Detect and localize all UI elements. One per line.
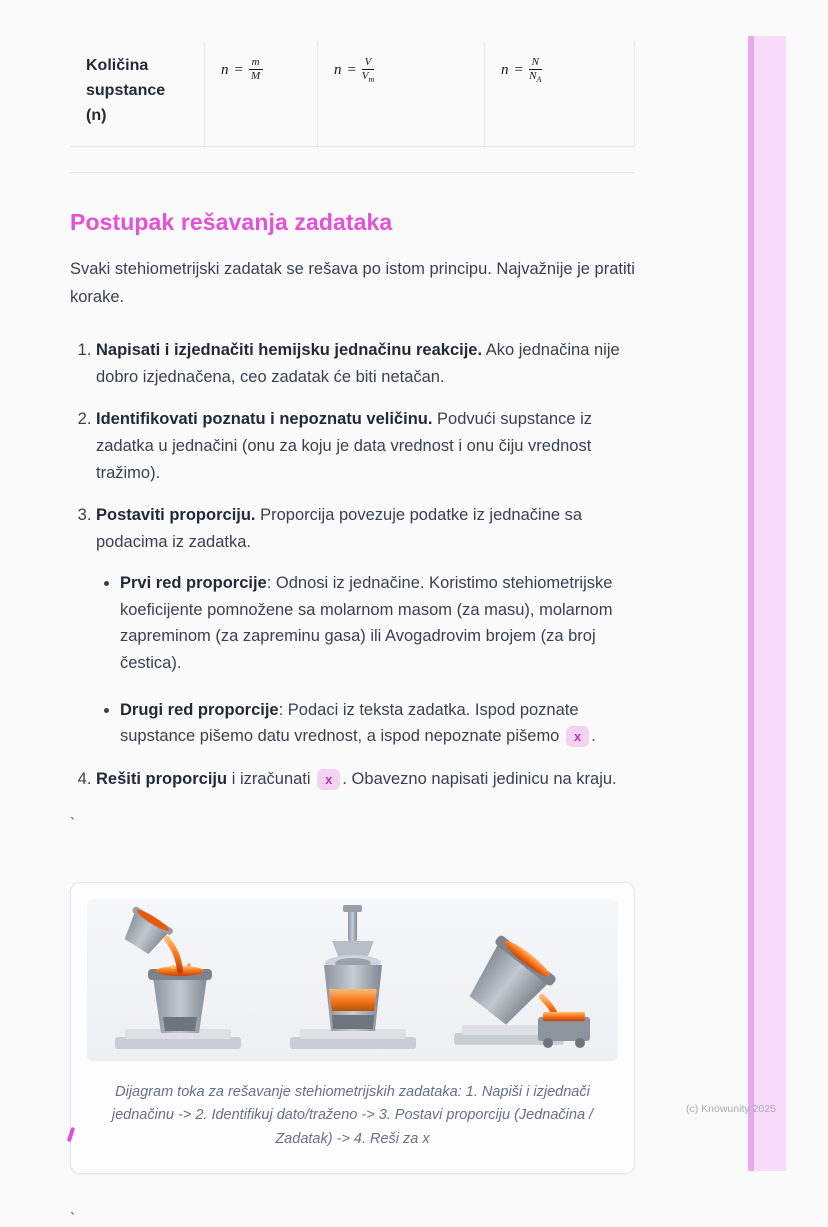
step-bold-text: Napisati i izjednačiti hemijsku jednačinu reakcije. bbox=[96, 340, 483, 359]
table-row-label: Količina supstance (n) bbox=[70, 42, 205, 146]
formula-equals: = bbox=[513, 61, 524, 78]
fraction-numerator: V bbox=[362, 56, 375, 70]
step-rest-text: Ako jednačina nije dobro izjednačena, ceo zadatak će biti netačan. bbox=[96, 340, 620, 386]
footer-credit: (c) Knowunity 2025 bbox=[686, 1103, 776, 1115]
fraction-denominator bbox=[251, 70, 260, 84]
stray-backtick-1: ` bbox=[70, 814, 75, 832]
step-bold-text: Postaviti proporciju. bbox=[96, 506, 256, 525]
step-bold-text: Rešiti proporciju bbox=[96, 770, 228, 789]
fraction-numerator: m bbox=[249, 56, 263, 70]
step-bold-text: Identifikovati poznatu i nepoznatu veličinu. bbox=[96, 410, 433, 429]
furnace-with-stirrer-illustration bbox=[274, 905, 432, 1055]
bullet-rest-text: . bbox=[591, 727, 596, 746]
x-variable-chip: x bbox=[566, 726, 589, 747]
steps-list bbox=[70, 337, 635, 793]
step-item-2 bbox=[96, 406, 635, 486]
formula-equals: = bbox=[233, 61, 244, 78]
bullet-rest-text: : Podaci iz teksta zadatka. Ispod poznate supstance pišemo datu vrednost, a ispod nepoznate pišemo bbox=[120, 700, 579, 746]
den-main: M bbox=[251, 69, 261, 82]
stray-backtick-2: ` bbox=[70, 1210, 75, 1227]
table-cell-formula-3 bbox=[485, 42, 635, 146]
formula-n-V-over-Vm bbox=[334, 56, 374, 84]
step-item-1 bbox=[96, 337, 635, 390]
bullet-bold-text: Drugi red proporcije bbox=[120, 700, 279, 719]
pouring-ladle-illustration bbox=[101, 905, 259, 1055]
bullet-item-2 bbox=[120, 697, 635, 750]
step-rest-text: . Obavezno napisati jedinicu na kraju. bbox=[342, 770, 617, 789]
formula-lhs: n bbox=[334, 61, 342, 78]
section-heading: Postupak rešavanja zadataka bbox=[70, 209, 393, 236]
fraction-denominator bbox=[362, 70, 375, 84]
intro-paragraph: Svaki stehiometrijski zadatak se rešava po istom principu. Najvažnije je pratiti korake. bbox=[70, 260, 635, 306]
formula-n-N-over-NA bbox=[501, 56, 542, 84]
step-rest-text: i izračunati bbox=[227, 770, 316, 789]
document-content bbox=[70, 0, 635, 1227]
formula-lhs: n bbox=[501, 61, 509, 78]
proportion-bullets-list bbox=[96, 570, 635, 750]
formula-lhs: n bbox=[221, 61, 229, 78]
figure-card bbox=[70, 882, 635, 1174]
fraction-denominator bbox=[529, 70, 541, 84]
den-subscript: m bbox=[368, 74, 375, 84]
step-rest-text: Podvući supstance iz zadatka u jednačini (onu za koju je data vrednost i onu čiju vrednost tražimo). bbox=[96, 410, 593, 482]
table-cell-formula-2 bbox=[318, 42, 485, 146]
fraction bbox=[529, 56, 542, 84]
formula-n-m-over-M bbox=[221, 56, 263, 84]
bullet-rest-text: : Odnosi iz jednačine. Koristimo stehiometrijske koeficijente pomnožene sa molarnom masom (za masu), molarnom zapreminom (za zapreminu gasa) ili Avogadrovim brojem (za broj čestica). bbox=[120, 573, 613, 673]
fraction bbox=[249, 56, 263, 84]
x-variable-chip: x bbox=[317, 769, 340, 790]
scrollbar-track[interactable] bbox=[754, 36, 786, 1171]
den-main: N bbox=[529, 69, 537, 82]
formula-table-row bbox=[70, 42, 635, 147]
formula-equals: = bbox=[346, 61, 357, 78]
fraction bbox=[362, 56, 375, 84]
section-divider bbox=[70, 172, 635, 173]
fraction-numerator: N bbox=[529, 56, 542, 70]
den-subscript: A bbox=[536, 74, 542, 84]
den-main: V bbox=[361, 69, 369, 82]
figure-caption: Dijagram toka za rešavanje stehiometrijskih zadataka: 1. Napiši i izjednači jednačinu -> 2. Identifikuj dato/traženo -> 3. Postavi proporciju (Jednačina / Zadatak) -> 4. Reši za x bbox=[111, 1083, 594, 1147]
table-cell-formula-1 bbox=[205, 42, 318, 146]
foundry-illustration-panel bbox=[87, 899, 618, 1061]
tilting-furnace-pour-illustration bbox=[446, 905, 604, 1055]
step-rest-text: Proporcija povezuje podatke iz jednačine sa podacima iz zadatka. bbox=[96, 506, 583, 552]
bullet-bold-text: Prvi red proporcije bbox=[120, 573, 267, 592]
bullet-item-1 bbox=[120, 570, 635, 677]
scrollbar-thumb[interactable] bbox=[748, 36, 754, 1171]
step-item-4 bbox=[96, 766, 635, 793]
step-item-3 bbox=[96, 502, 635, 750]
